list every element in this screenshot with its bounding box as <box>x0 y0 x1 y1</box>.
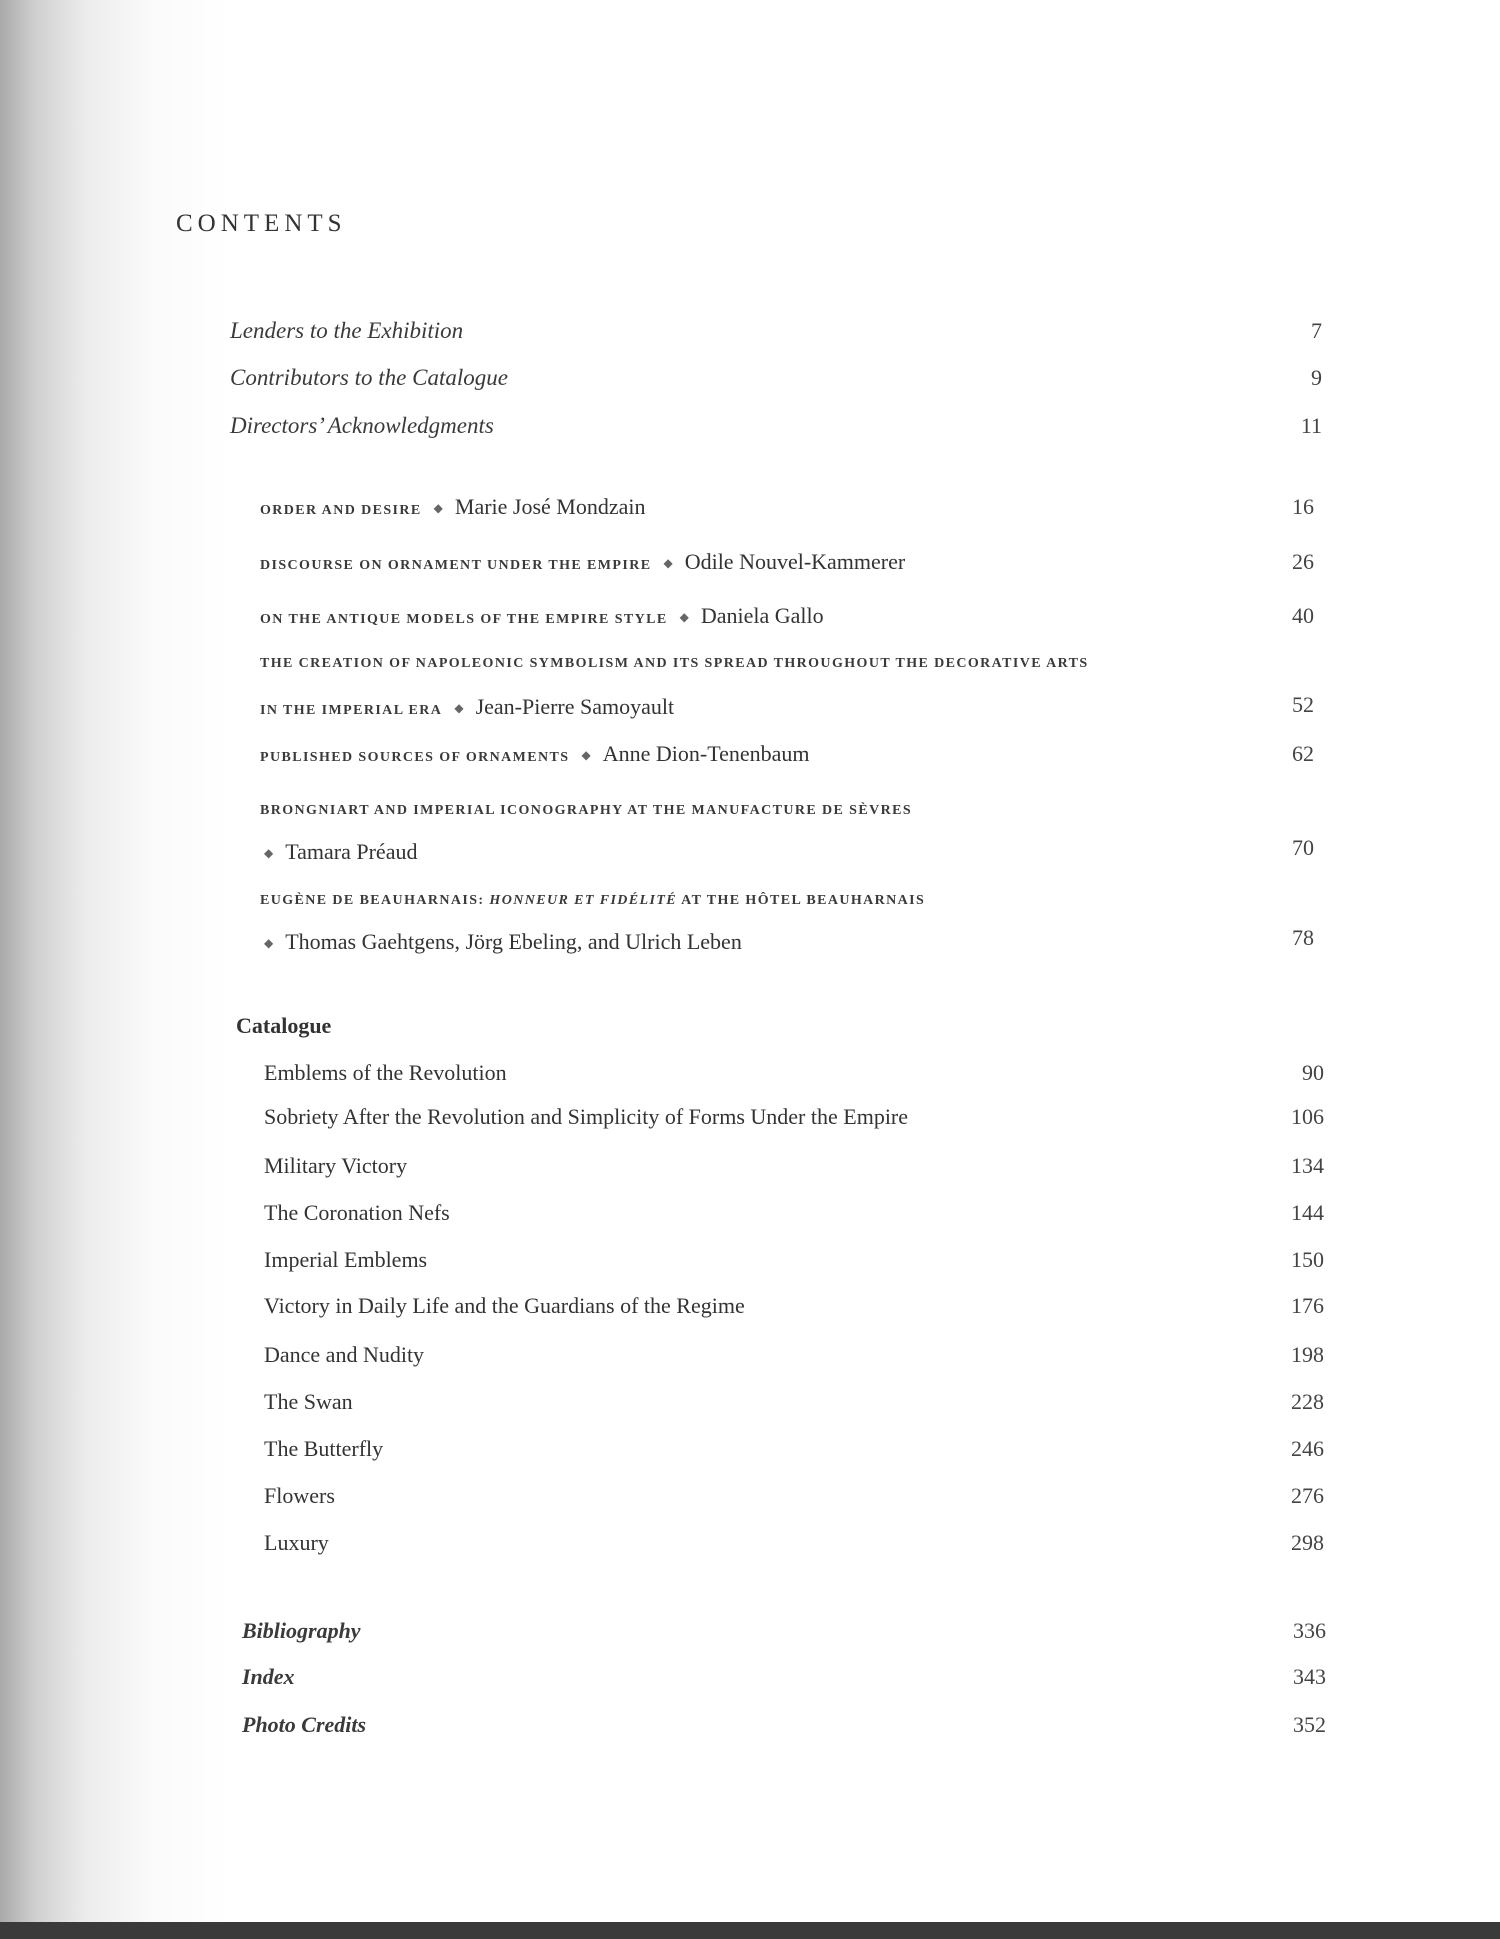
catalogue-item[interactable] <box>264 1342 1324 1376</box>
entry-title: The Coronation Nefs <box>264 1200 450 1225</box>
essay-author: Thomas Gaehtgens, Jörg Ebeling, and Ulrich Leben <box>285 929 742 954</box>
toc-essay-published-sources[interactable] <box>260 741 1314 775</box>
entry-title: Index <box>242 1664 295 1689</box>
entry-page-number: 7 <box>1311 318 1322 343</box>
essay-author: Tamara Préaud <box>285 839 418 864</box>
catalogue-item[interactable] <box>264 1060 1324 1094</box>
entry-title: Sobriety After the Revolution and Simplicity of Forms Under the Empire <box>264 1104 909 1129</box>
entry-page-number: 352 <box>1293 1712 1326 1737</box>
toc-essay-brongniart[interactable] <box>260 801 1314 881</box>
page-bottom-edge <box>0 1922 1500 1939</box>
entry-page-number: 144 <box>1291 1200 1324 1225</box>
entry-page-number: 9 <box>1311 365 1322 390</box>
toc-entry-index[interactable] <box>242 1664 1326 1698</box>
entry-page-number: 62 <box>1292 741 1314 766</box>
essay-line-2 <box>260 839 417 865</box>
catalogue-item[interactable] <box>264 1530 1324 1564</box>
entry-page-number: 276 <box>1291 1483 1324 1508</box>
entry-page-number: 70 <box>1292 835 1314 860</box>
essay-title-prefix: EUGÈNE DE BEAUHARNAIS: <box>260 893 490 908</box>
entry-page-number: 90 <box>1302 1060 1324 1085</box>
entry-title: Directors’ Acknowledgments <box>230 413 494 438</box>
entry-title: Imperial Emblems <box>264 1247 428 1272</box>
entry-page-number: 336 <box>1293 1618 1326 1643</box>
entry-page-number: 176 <box>1291 1293 1324 1318</box>
catalogue-item[interactable] <box>264 1247 1324 1281</box>
essay-title-line-2: IN THE IMPERIAL ERA <box>260 703 443 718</box>
catalogue-section-heading: Catalogue <box>236 1013 332 1038</box>
toc-essay-beauharnais[interactable] <box>260 891 1314 971</box>
entry-title: Bibliography <box>242 1618 361 1643</box>
diamond-bullet-icon: ◆ <box>663 556 673 570</box>
entry-page-number: 228 <box>1291 1389 1324 1414</box>
entry-title: Contributors to the Catalogue <box>230 365 508 390</box>
toc-entry-acknowledgments[interactable] <box>230 413 1322 447</box>
toc-entry-bibliography[interactable] <box>242 1618 1326 1652</box>
essay-title: ORDER AND DESIRE <box>260 503 422 518</box>
essay-title: DISCOURSE ON ORNAMENT UNDER THE EMPIRE <box>260 558 652 573</box>
entry-page-number: 11 <box>1300 413 1322 438</box>
essay-title: PUBLISHED SOURCES OF ORNAMENTS <box>260 750 570 765</box>
catalogue-item[interactable] <box>264 1153 1324 1187</box>
entry-page-number: 106 <box>1291 1104 1324 1129</box>
entry-title: Military Victory <box>264 1153 408 1178</box>
catalogue-item[interactable] <box>264 1436 1324 1470</box>
essay-line <box>260 741 810 767</box>
essay-line-2 <box>260 929 742 955</box>
essay-title-italic: HONNEUR ET FIDÉLITÉ <box>489 893 678 908</box>
diamond-bullet-icon: ◆ <box>679 610 689 624</box>
diamond-bullet-icon: ◆ <box>433 501 443 515</box>
essay-line <box>260 494 646 520</box>
contents-heading: CONTENTS <box>176 210 347 237</box>
essay-line <box>260 549 905 575</box>
entry-title: Lenders to the Exhibition <box>230 318 464 343</box>
catalogue-item[interactable] <box>264 1104 1324 1138</box>
diamond-bullet-icon: ◆ <box>264 846 274 860</box>
toc-entry-contributors[interactable] <box>230 365 1322 399</box>
entry-page-number: 343 <box>1293 1664 1326 1689</box>
entry-page-number: 26 <box>1292 549 1314 574</box>
essay-title: BRONGNIART AND IMPERIAL ICONOGRAPHY AT THE MANUFACTURE DE SÈVRES <box>260 803 913 818</box>
entry-page-number: 16 <box>1292 494 1314 519</box>
entry-title: Flowers <box>264 1483 335 1508</box>
entry-page-number: 198 <box>1291 1342 1324 1367</box>
diamond-bullet-icon: ◆ <box>581 748 591 762</box>
diamond-bullet-icon: ◆ <box>454 701 464 715</box>
entry-page-number: 298 <box>1291 1530 1324 1555</box>
catalogue-item[interactable] <box>264 1293 1324 1327</box>
entry-page-number: 52 <box>1292 692 1314 717</box>
essay-title: ON THE ANTIQUE MODELS OF THE EMPIRE STYLE <box>260 612 668 627</box>
entry-title: Victory in Daily Life and the Guardians of the Regime <box>264 1293 745 1318</box>
entry-title: Dance and Nudity <box>264 1342 425 1367</box>
toc-essay-discourse-on-ornament[interactable] <box>260 549 1314 583</box>
entry-title: Luxury <box>264 1530 329 1555</box>
essay-author: Jean-Pierre Samoyault <box>475 694 675 719</box>
essay-title-line-1: THE CREATION OF NAPOLEONIC SYMBOLISM AND ITS SPREAD THROUGHOUT THE DECORATIVE ARTS <box>260 656 1089 671</box>
toc-entry-lenders[interactable] <box>230 318 1322 352</box>
essay-title <box>260 893 925 909</box>
entry-page-number: 246 <box>1291 1436 1324 1461</box>
essay-author: Odile Nouvel-Kammerer <box>684 549 906 574</box>
entry-page-number: 40 <box>1292 603 1314 628</box>
toc-entry-photo-credits[interactable] <box>242 1712 1326 1746</box>
essay-line-2 <box>260 694 674 720</box>
entry-title: Photo Credits <box>242 1712 367 1737</box>
entry-page-number: 134 <box>1291 1153 1324 1178</box>
essay-author: Marie José Mondzain <box>454 494 646 519</box>
toc-essay-antique-models[interactable] <box>260 603 1314 637</box>
toc-essay-napoleonic-symbolism[interactable] <box>260 652 1314 732</box>
essay-line <box>260 603 824 629</box>
entry-title: Emblems of the Revolution <box>264 1060 507 1085</box>
catalogue-item[interactable] <box>264 1483 1324 1517</box>
diamond-bullet-icon: ◆ <box>264 936 274 950</box>
toc-essay-order-and-desire[interactable] <box>260 494 1314 528</box>
essay-author: Daniela Gallo <box>700 603 824 628</box>
entry-title: The Butterfly <box>264 1436 384 1461</box>
catalogue-item[interactable] <box>264 1389 1324 1423</box>
essay-author: Anne Dion-Tenenbaum <box>602 741 810 766</box>
catalogue-item[interactable] <box>264 1200 1324 1234</box>
entry-title: The Swan <box>264 1389 353 1414</box>
essay-title-suffix: AT THE HÔTEL BEAUHARNAIS <box>677 893 926 908</box>
entry-page-number: 78 <box>1292 925 1314 950</box>
entry-page-number: 150 <box>1291 1247 1324 1272</box>
